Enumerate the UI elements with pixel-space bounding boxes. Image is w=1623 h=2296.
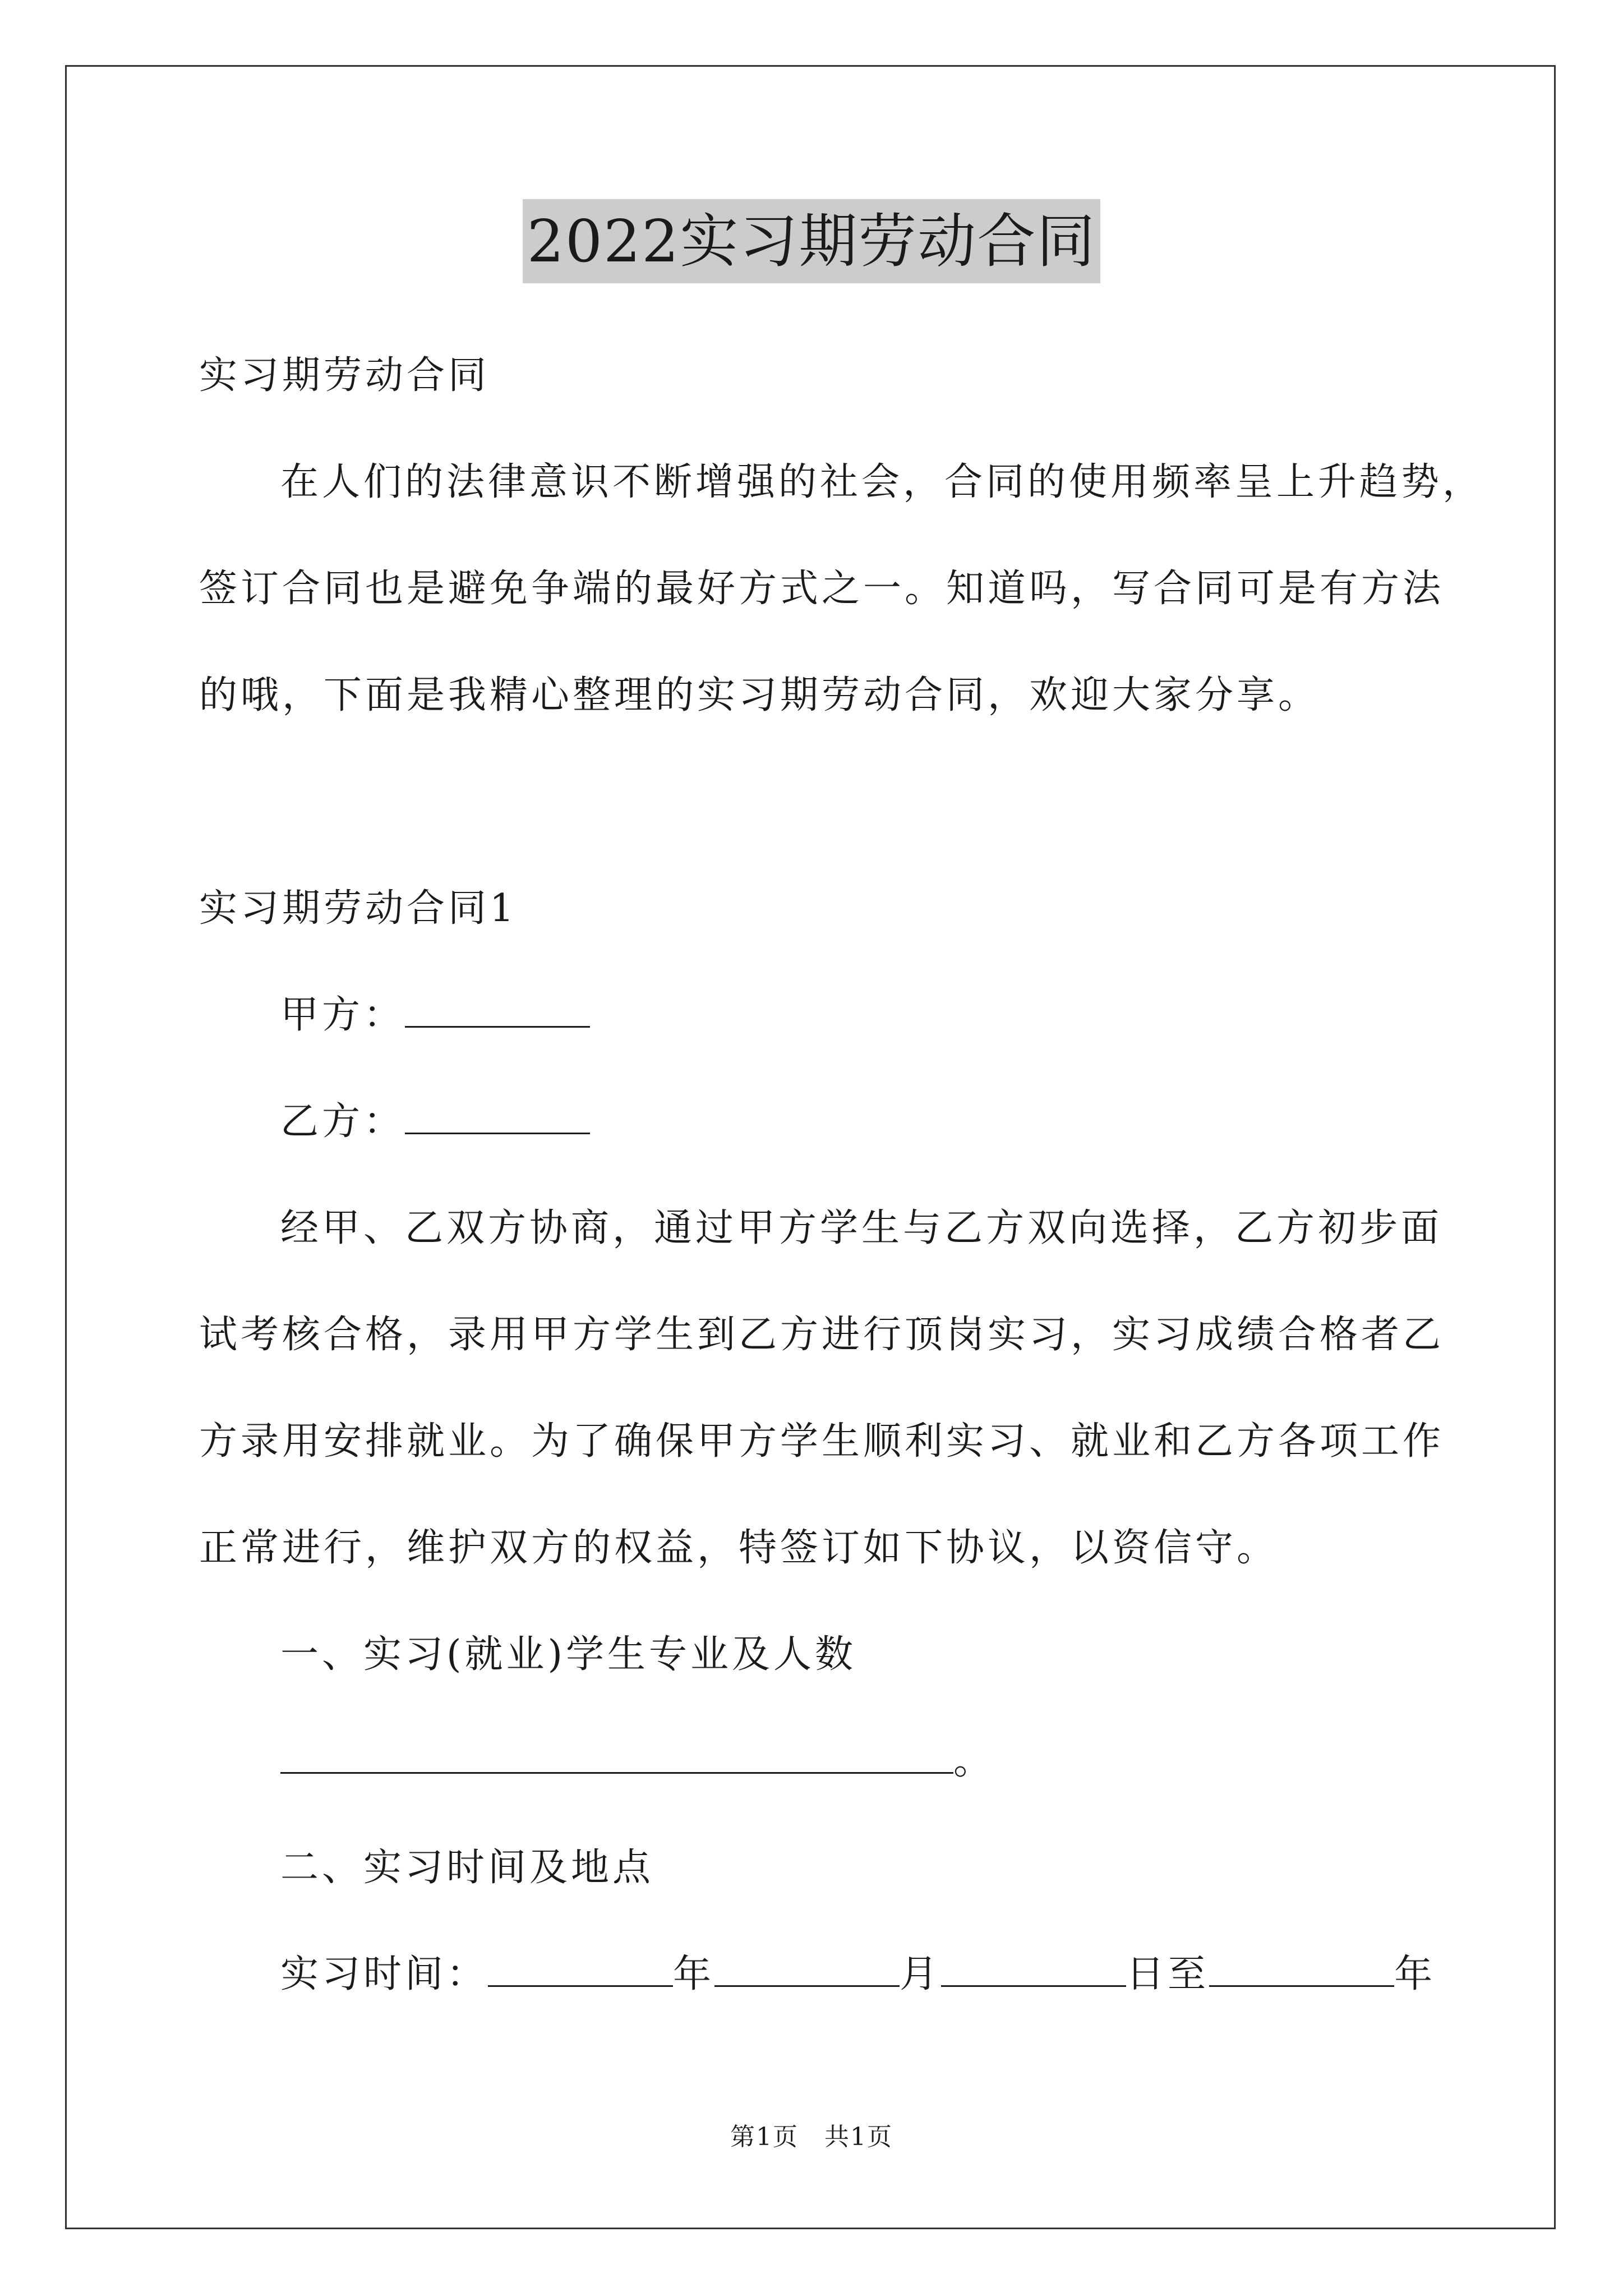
start-year-unit: 年 (673, 1952, 715, 1996)
title-container (0, 199, 1623, 283)
agreement-line-2: 试考核合格，录用甲方学生到乙方进行顶岗实习，实习成绩合格者乙 (199, 1313, 1445, 1357)
intro-line-1: 在人们的法律意识不断增强的社会，合同的使用频率呈上升趋势， (280, 460, 1484, 504)
subtitle: 实习期劳动合同 (199, 353, 490, 398)
start-day-blank (941, 1953, 1126, 1987)
document-title: 2022实习期劳动合同 (523, 199, 1101, 283)
start-month-blank (714, 1953, 900, 1987)
party-a-row (280, 987, 590, 1043)
intro-line-3: 的哦，下面是我精心整理的实习期劳动合同，欢迎大家分享。 (199, 673, 1320, 717)
party-b-label: 乙方： (280, 1099, 405, 1144)
page-footer: 第1页 共1页 (730, 2123, 893, 2151)
end-year-blank (1209, 1953, 1394, 1987)
clause-1-blank (280, 1740, 953, 1774)
clause-1-period: 。 (953, 1739, 995, 1783)
end-year-unit: 年 (1394, 1952, 1436, 1996)
section-heading: 实习期劳动合同1 (199, 886, 518, 931)
agreement-line-3: 方录用安排就业。为了确保甲方学生顺利实习、就业和乙方各项工作 (199, 1419, 1445, 1464)
clause-1-blank-row (280, 1733, 995, 1789)
party-b-row (280, 1094, 590, 1150)
clause-2-heading: 二、实习时间及地点 (280, 1846, 654, 1890)
internship-time-row (280, 1947, 1436, 2003)
intro-line-2: 签订合同也是避免争端的最好方式之一。知道吗，写合同可是有方法 (199, 567, 1445, 611)
clause-1-heading: 一、实习(就业)学生专业及人数 (280, 1632, 857, 1677)
start-year-blank (488, 1953, 673, 1987)
party-a-blank (405, 993, 590, 1028)
day-to-unit: 日至 (1126, 1952, 1210, 1996)
party-a-label: 甲方： (280, 993, 405, 1037)
time-label: 实习时间： (280, 1952, 488, 1996)
party-b-blank (405, 1100, 590, 1134)
agreement-line-1: 经甲、乙双方协商，通过甲方学生与乙方双向选择，乙方初步面 (280, 1206, 1443, 1250)
start-month-unit: 月 (900, 1952, 942, 1996)
agreement-line-4: 正常进行，维护双方的权益，特签订如下协议，以资信守。 (199, 1526, 1279, 1570)
